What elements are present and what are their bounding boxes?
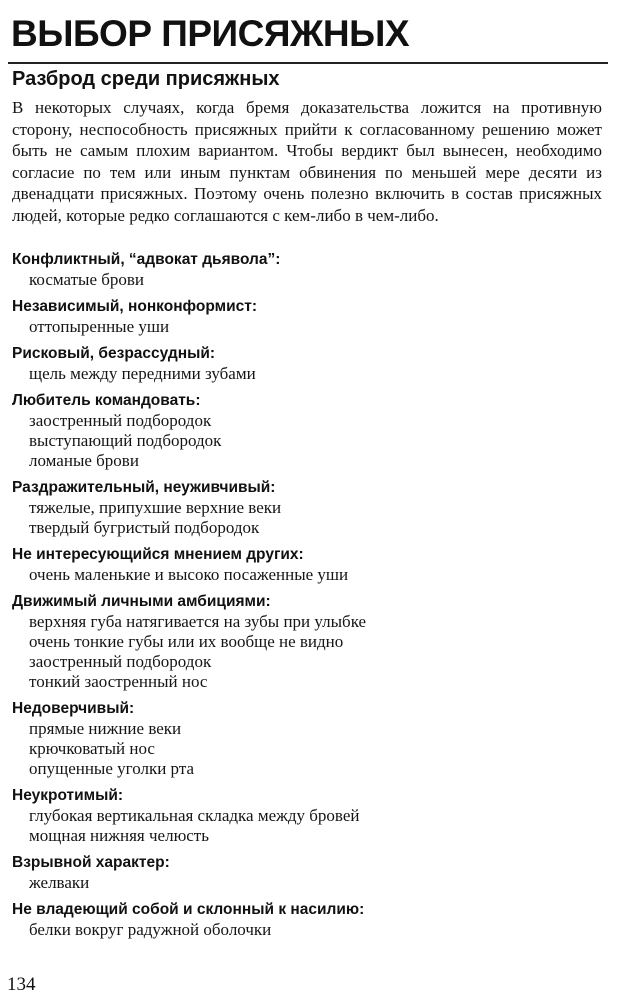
trait-entry: [12, 250, 607, 290]
page-title: ВЫБОР ПРИСЯЖНЫХ: [11, 13, 410, 54]
facial-feature: желваки: [29, 873, 90, 892]
facial-feature: заостренный подбородок: [29, 411, 212, 430]
trait-entry: [12, 344, 607, 384]
facial-feature: верхняя губа натягивается на зубы при улыбке: [29, 612, 367, 631]
facial-feature: выступающий подбородок: [29, 431, 222, 450]
facial-feature: ломаные брови: [29, 451, 139, 470]
trait-list: [12, 250, 607, 947]
trait-label: Рисковый, безрассудный:: [12, 345, 216, 362]
section-heading: Разброд среди присяжных: [12, 68, 280, 90]
intro-paragraph: В некоторых случаях, когда бремя доказательства ложится на противную сторону, неспособность присяжных прийти к согласованному решению может быть не самым плохим вариантом. Чтобы вердикт был вынесен, необходимо согласие по тем или иным пунктам обвинения по меньшей мере десяти из двенадцати присяжных. Поэтому очень полезно включить в состав присяжных людей, которые редко соглашаются с кем-либо в чем-либо.: [12, 98, 602, 225]
facial-feature: опущенные уголки рта: [29, 759, 195, 778]
trait-entry: [12, 297, 607, 337]
trait-entry: [12, 478, 607, 538]
facial-feature: заостренный подбородок: [29, 652, 212, 671]
title-divider: [8, 62, 608, 64]
trait-entry: [12, 391, 607, 471]
facial-feature: мощная нижняя челюсть: [29, 826, 209, 845]
trait-label: Не владеющий собой и склонный к насилию:: [12, 901, 365, 918]
facial-feature: твердый бугристый подбородок: [29, 518, 260, 537]
facial-feature: крючковатый нос: [29, 739, 155, 758]
trait-label: Любитель командовать:: [12, 392, 201, 409]
facial-feature: глубокая вертикальная складка между бровей: [29, 806, 360, 825]
facial-feature: очень тонкие губы или их вообще не видно: [29, 632, 344, 651]
trait-entry: [12, 699, 607, 779]
trait-label: Не интересующийся мнением других:: [12, 546, 304, 563]
facial-feature: очень маленькие и высоко посаженные уши: [29, 565, 349, 584]
page-number: 134: [7, 974, 36, 995]
trait-label: Независимый, нонконформист:: [12, 298, 258, 315]
facial-feature: прямые нижние веки: [29, 719, 182, 738]
trait-label: Недоверчивый:: [12, 700, 135, 717]
trait-entry: [12, 786, 607, 846]
trait-label: Конфликтный, “адвокат дьявола”:: [12, 251, 281, 268]
trait-entry: [12, 900, 607, 940]
facial-feature: оттопыренные уши: [29, 317, 170, 336]
facial-feature: щель между передними зубами: [29, 364, 256, 383]
trait-entry: [12, 545, 607, 585]
trait-label: Движимый личными амбициями:: [12, 593, 271, 610]
trait-label: Неукротимый:: [12, 787, 124, 804]
facial-feature: тяжелые, припухшие верхние веки: [29, 498, 282, 517]
facial-feature: тонкий заостренный нос: [29, 672, 208, 691]
facial-feature: белки вокруг радужной оболочки: [29, 920, 272, 939]
trait-entry: [12, 592, 607, 692]
trait-label: Раздражительный, неуживчивый:: [12, 479, 276, 496]
facial-feature: косматые брови: [29, 270, 145, 289]
trait-entry: [12, 853, 607, 893]
trait-label: Взрывной характер:: [12, 854, 170, 871]
